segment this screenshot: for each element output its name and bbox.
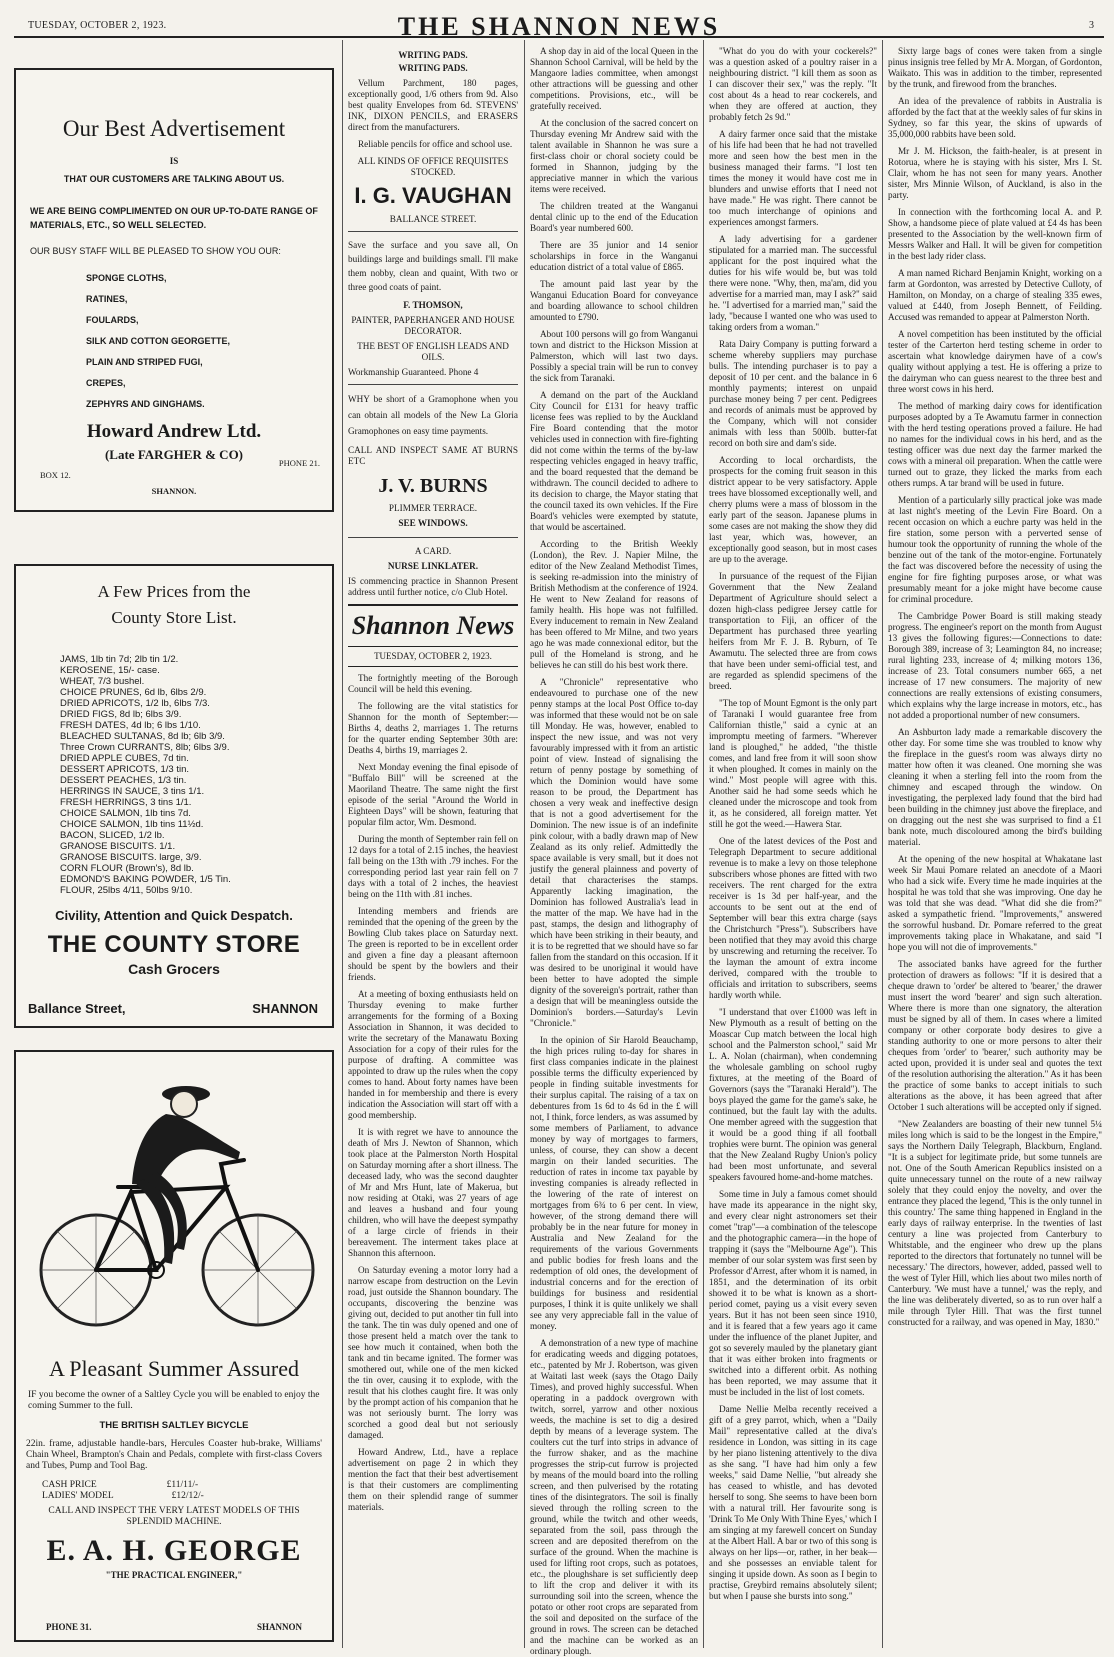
masthead-date: TUESDAY, OCTOBER 2, 1923. — [28, 20, 167, 31]
price-list-item: CHOICE SALMON, 1lb tins 11½d. — [60, 819, 204, 830]
price-list-item: DESSERT APRICOTS, 1/3 tin. — [60, 764, 190, 775]
vaughan-street: BALLANCE STREET. — [389, 214, 477, 224]
article-paragraph: A man named Richard Benjamin Knight, working on a farm at Gordonton, was arrested by Detective Culloty, of Hamilton, on Monday, on a charge of stealing 335 ewes, valued at £440, from Joseph Bennett, of Feilding. Accused was remanded to appear at Palmerston North. — [888, 268, 1102, 322]
ad-george-cash-value: £11/11/- — [166, 1480, 199, 1490]
price-list-item: WHEAT, 7/3 bushel. — [60, 676, 145, 687]
article-paragraph: An Ashburton lady made a remarkable discovery the other day. For some time she was troubled to know why the fireplace in the guest's room was always dirty no matter how often it was cleaned. One morning she was cleaning it when a sterling fell into the room from the chimney and escaped through the window. On investigating, the perplexed lady found that the bird had been building in the chimney just above the fireplace, and on dragging out the nest she was surprised to find a £1 bank note, much discoloured among the bird's building material. — [888, 727, 1102, 847]
article-paragraph: Intending members and friends are reminded that the opening of the green by the Bowling Club takes place on Saturday next. The green is reported to be in excellent order and given a fine day a pleasant afternoon should be spent by the bowlers and their friends. — [348, 906, 518, 982]
masthead-rule — [14, 36, 1104, 38]
column-rule — [882, 40, 883, 1648]
article-paragraph: A novel competition has been instituted by the official tester of the Carterton herd testing scheme in order to ascertain what knowledge dairymen have of a cow's quality without applying a test. He is offering a prize to the dairyman who can guess nearest to the three best and three worst cows in his herd. — [888, 329, 1102, 394]
article-paragraph: An idea of the prevalence of rabbits in Australia is afforded by the fact that at the weekly sales of fur skins in Sydney, so far this year, the skins of upwards of 35,000,000 rabbits have been sold. — [888, 96, 1102, 139]
article-paragraph: In connection with the forthcoming local A. and P. Show, a handsome piece of plate valued at £4 4s has been presented to the Association by the well-known firm of Messrs Walker and Hall. It will be given for competition in the best lady rider class. — [888, 207, 1102, 261]
gramophone-text: WHY be short of a Gramophone when you can obtain all models of the New La Gloria Gramophones on easy time payments. — [348, 394, 518, 436]
ad-howard-town: SHANNON. — [151, 486, 197, 496]
article-paragraph: A dairy farmer once said that the mistake of his life had been that he had not travelled more and seen how the best men in the business managed their farms. "I lost ten times the money it would have cost me in blunders and unwise efforts that I need not have made." He was right. There cannot be too much interchange of opinions and experiences amongst farmers. — [709, 129, 877, 227]
ad-howard-phone: PHONE 21. — [278, 458, 320, 468]
article-paragraph: "The top of Mount Egmont is the only part of Taranaki I would guarantee free from Californian thistle," said a cynic at an impromptu meeting of farmers. "Wherever land is ploughed," he added, "the thistle comes, and land free from it will soon show it when ploughed. It comes in mainly on the wind." Most people will agree with this. Another said he had some seeds which he cleaned under the microscope and took from it, as he considered, all foreign matter. Yet still he got the weed.—Hawera Star. — [709, 698, 877, 829]
masthead-page-number: 3 — [1089, 20, 1094, 31]
ad-howard-item: FOULARDS, — [86, 315, 139, 325]
article-paragraph: At the conclusion of the sacred concert on Thursday evening Mr Andrew said with the talent available in Shannon he was sure a first-class choir or choral society could be formed in Shannon, judging by the appreciative manner in which the various items were received. — [530, 118, 698, 194]
ad-county-town: SHANNON — [252, 1001, 318, 1016]
article-paragraph: Dame Nellie Melba recently received a gift of a grey parrot, which, when a "Daily Mail" representative called at the diva's residence in London, was sitting in its cage by her piano listening attentively to the diva as she sang. "I have had him only a few weeks," said Dame Nellie, "but already she has ceased to whistle, and has devoted herself to song. She seems to have been born with a natural trill. Her favourite song is 'Drink To Me Only With Thine Eyes,' which I am singing at my farewell concert on Sunday at the Albert Hall. A bar or two of this song is always on her lips—or, rather, in her beak—and she possesses an enviable talent for singing it upside down. As soon as I begin to practise, Greybird remains absolutely silent; but when I pause she bursts into song." — [709, 1404, 877, 1601]
article-paragraph: A demonstration of a new type of machine for eradicating weeds and digging potatoes, etc., patented by Mr J. Robertson, was given at Waitati last week (says the Otago Daily Times), and proved highly successful. When operating in a paddock overgrown with twitch, sorrel, yarrow and other noxious weeds, the machine is set to dig a desired depth by means of a leverage system. The coulters cut the turf into strips in advance of the furrow shaker, and as the machine progresses the strip-cut furrow is projected by means of the mould board into the rolling screen, and then pulverised by the rotating tines of the disintegrators. The soil is finally sieved through the rolling screen to the ground, while the twitch and other weeds, separated from the soil, pass through the screen and are deposited therefrom on the surface of the ground. When the machine is used for lifting root crops, such as potatoes, etc., the ploughshare is set sufficiently deep to lift the crop and deliver it with its surrounding soil into the screen, whence the potato or other root crops are separated from the soil and deposited on the surface of the ground in rows. The screen can be detached and the machine can be worked as an ordinary plough. — [530, 1338, 698, 1656]
ad-howard-item: PLAIN AND STRIPED FUGI, — [86, 357, 203, 367]
column-rule — [342, 40, 343, 1648]
article-paragraph: The children treated at the Wanganui dental clinic up to the end of the Education Board's year numbered 600. — [530, 201, 698, 233]
masthead-title: THE SHANNON NEWS — [397, 12, 721, 41]
article-paragraph: In pursuance of the request of the Fijian Government that the New Zealand Department of Agriculture should select a dozen high-class pedigree Jersey cattle for transportation to Fiji, an officer of the Department has purchased three yearling heifers from Mr F. J. B. Ryburn, of Te Awamutu. The selected three are from cows that have been under semi-official test, and are regarded as splendid specimens of the breed. — [709, 571, 877, 691]
ad-howard-late: (Late FARGHER & CO) — [104, 447, 244, 462]
banner-date: TUESDAY, OCTOBER 2, 1923. — [374, 651, 492, 661]
ad-george-cash-label: CASH PRICE — [42, 1480, 97, 1490]
column-rule — [524, 40, 525, 1648]
column-2 — [348, 46, 518, 1646]
column-5 — [888, 46, 1102, 1646]
ad-george-tagline: "THE PRACTICAL ENGINEER," — [105, 1570, 243, 1580]
price-list-item: GRANOSE BISCUITS. large, 3/9. — [60, 852, 202, 863]
burns-windows: SEE WINDOWS. — [398, 518, 468, 528]
article-paragraph: Mention of a particularly silly practical joke was made at last night's meeting of the Levin Fire Board. On a recent occasion on which a euchre party was held in the fire station, some person with a perverted sense of humour took the opportunity of running the whole of the benzine out of the tank of the motor-engine. Fortunately the fact was discovered before the necessity of using the engine for fire fighting purposes arose, or what was presumably meant for a joke might have become cause for criminal procedure. — [888, 495, 1102, 604]
cyclist-illustration — [16, 1052, 332, 1352]
article-paragraph: "I understand that over £1000 was left in New Plymouth as a result of betting on the Moascar Cup match between the local high school and the Palmerston school," said Mr L. A. Nolan (chairman), when condemning the wholesale gambling on school rugby fixtures, at the meeting of the Board of Governors (says the "Taranaki Herald"). The boys played the game for the game's sake, he continued, but the fault lay with the adults. One member agreed with the suggestion that it would be a good thing if all football trophies were burnt. The opinion was general that the New Zealand Rugby Union's policy had been most unfortunate, and several speakers favoured home-and-home matches. — [709, 1007, 877, 1182]
ad-george-firm: E. A. H. GEORGE — [46, 1534, 302, 1567]
ad-howard-item: SPONGE CLOTHS, — [86, 273, 167, 283]
column-rule — [703, 40, 704, 1648]
ad-george-intro: IF you become the owner of a Saltley Cycle you will be enabled to enjoy the coming Summer to the full. — [28, 1390, 320, 1411]
ad-howard-item: CREPES, — [86, 378, 126, 388]
ad-howard-item: ZEPHYRS AND GINGHAMS. — [86, 399, 205, 409]
column-3 — [530, 46, 698, 1656]
ad-county-price-list — [16, 654, 332, 896]
article-paragraph: There are 35 junior and 14 senior scholarships in force in the Wanganui education district of a total value of £865. — [530, 240, 698, 272]
ad-george-spec: 22in. frame, adjustable handle-bars, Hercules Coaster hub-brake, Williams' Chain Wheel, Brampton's Chain and Pedals, complete with first-class Covers and Tubes, Pump and Tool Bag. — [26, 1439, 322, 1471]
article-paragraph: During the month of September rain fell on 12 days for a total of 2.15 inches, the heaviest fall being on the 13th with .79 inches. For the corresponding period last year rain fell on 7 days with a total of 2 inches, the heaviest being on the 11th with .81 inches. — [348, 834, 518, 899]
column-4 — [709, 46, 877, 1646]
writing-pads-heading: WRITING PADS. — [398, 50, 468, 60]
ad-george-ladies-value: £12/12/- — [171, 1491, 204, 1501]
ad-howard-box: BOX 12. — [40, 470, 71, 480]
article-paragraph: According to the British Weekly (London), the Rev. J. Napier Milne, the editor of the New Zealand Methodist Times, is seeking re-admission into the ministry of British Methodism at the conference of 1924. He went to New Zealand for reasons of family health. His hope was not fulfilled. Every inducement to remain in New Zealand has been offered to Mr Milne, and two years ago he was made connexional editor, but the pull of the Homeland is strong, and he believes he can still do his best work there. — [530, 539, 698, 670]
thomson-name: F. THOMSON, — [403, 300, 463, 310]
pencils-text: Reliable pencils for office and school use. — [358, 139, 513, 149]
ad-howard-heading: Our Best Advertisement — [62, 116, 286, 141]
ad-howard-line-3: OUR BUSY STAFF WILL BE PLEASED TO SHOW YOU OUR: — [30, 246, 281, 256]
ad-county-slogan: Civility, Attention and Quick Despatch. — [55, 908, 293, 923]
ad-george-brand: THE BRITISH SALTLEY BICYCLE — [99, 1420, 249, 1431]
burns-call-text: CALL AND INSPECT SAME AT BURNS ETC — [348, 445, 518, 466]
thomson-verse: Save the surface and you save all, On buildings large and buildings small. I'll make them nobby, clean and quaint, With two or three good coats of paint. — [348, 240, 518, 292]
article-paragraph: A shop day in aid of the local Queen in the Shannon School Carnival, will be held by the Mangaore ladies committee, when amongst other attractions will be guessing and other competitions. Provisions, etc., will be gratefully received. — [530, 46, 698, 111]
article-paragraph: The amount paid last year by the Wanganui Education Board for conveyance and boarding allowance to school children amounted to £790. — [530, 279, 698, 322]
article-paragraph: The method of marking dairy cows for identification purposes adopted by a Te Awamutu farmer in connection with the herd testing operations proved a failure. He had no names for the individual cows in his herd, and as the testing officer was due next day the farmer marked the cows with a mineral oil preparation. When the cattle were turned out to graze, they licked the marks from each others rumps. A tar brand will be used in future. — [888, 401, 1102, 488]
vaughan-name: I. G. VAUGHAN — [354, 183, 512, 208]
price-list-item: Three Crown CURRANTS, 8lb; 6lbs 3/9. — [60, 742, 230, 753]
price-list-item: CHOICE PRUNES, 6d lb, 6lbs 2/9. — [60, 687, 207, 698]
ad-howard-item: RATINES, — [86, 294, 128, 304]
article-paragraph: Mr J. M. Hickson, the faith-healer, is at present in Rotorua, where he is staying with his sister, Mrs I. St. Clair, whom he has not seen for many years. Another sister, Mrs Minnie Wilson, of Auckland, is also in the party. — [888, 146, 1102, 200]
article-paragraph: In the opinion of Sir Harold Beauchamp, the high prices ruling to-day for shares in first class companies indicate in the plainest possible terms the difficulty experienced by people in finding suitable investments for their surplus capital. The raising of a tax on debentures from 1s 6d to 4s 6d in the £ will not, I think, force lenders, as was assumed by some members of Parliament, to advance money by way of mortgages to farmers, unless, of course, they can show a decent margin on their landed securities. The reduction of rates in income tax payable by investing companies is already reflected in the lowering of the rate of interest on mortgages from 6¾ to 6 per cent. In view, however, of the strong demand there will probably be in the near future for money in Australia and New Zealand for the requirements of the various Governments and public bodies for fresh loans and the redemption of old ones, the development of industrial concerns and for the erection of buildings for business and residential purposes, I think it is quite unlikely we shall see any very appreciable fall in the value of money. — [530, 1035, 698, 1331]
ad-george-town: SHANNON — [256, 1622, 302, 1632]
nurse-name: NURSE LINKLATER. — [387, 561, 479, 571]
ad-howard-firm: Howard Andrew Ltd. — [86, 421, 262, 442]
thomson-trade: PAINTER, PAPERHANGER AND HOUSE DECORATOR. — [351, 315, 515, 336]
price-list-item: KEROSENE, 15/- case. — [60, 665, 160, 676]
ad-howard-item-list — [86, 268, 332, 415]
ad-howard-line-1: THAT OUR CUSTOMERS ARE TALKING ABOUT US. — [63, 174, 285, 184]
price-list-item: JAMS, 1lb tin 7d; 2lb tin 1/2. — [60, 654, 179, 665]
article-paragraph: The fortnightly meeting of the Borough Council will be held this evening. — [348, 673, 518, 694]
price-list-item: FLOUR, 25lbs 4/11, 50lbs 9/10. — [60, 885, 193, 896]
ad-george-heading: A Pleasant Summer Assured — [49, 1356, 299, 1381]
price-list-item: CHOICE SALMON, 1lb tins 7d. — [60, 808, 191, 819]
article-paragraph: On Saturday evening a motor lorry had a narrow escape from destruction on the Levin road, just outside the Shannon boundary. The occupants, discovering the benzine was giving out, decided to put another tin full into the tank. The tin was duly opened and one of those present held a match over the tank to see how much it contained, when both the tank and tin became ignited. The former was smothered out, while one of the men kicked the tin over, causing it to explode, with the result that his clothes caught fire. It was only by the prompt action of his companion that he was not seriously burnt. The lorry was scorched a good deal but not seriously damaged. — [348, 1265, 518, 1440]
office-requisites-text: ALL KINDS OF OFFICE REQUISITES STOCKED. — [357, 156, 509, 177]
article-paragraph: Rata Dairy Company is putting forward a scheme whereby suppliers may purchase bulls. The intending purchaser is to pay a deposit of 10 per cent. and the balance in 6 monthly payments; interest on unpaid purchase money being 7 per cent. Pedigrees and records of animals must be approved by the Company, which will not consider animals with less than 500lb. butter-fat record on both sire and dam's side. — [709, 339, 877, 448]
article-paragraph: At a meeting of boxing enthusiasts held on Thursday evening to make further arrangements for the forming of a Boxing Association in Shannon, it was decided to write the secretary of the Manawatu Boxing Association for a copy of their rules for the purpose of drafting. A committee was appointed to draw up the rules when the copy comes to hand. About forty names have been handed in for membership and there is every indication the Association will start off with a good membership. — [348, 989, 518, 1120]
column-3-articles — [530, 46, 698, 1657]
price-list-item: GRANOSE BISCUITS. 1/1. — [60, 841, 176, 852]
column-4-articles — [709, 46, 877, 1602]
vellum-text: Vellum Parchment, 180 pages, exceptionally good, 1/6 others from 9d. Also best quality Envelopes from 6d. STEVENS' INK, DIXON PENCILS, and ERASERS direct from the manufacturers. — [348, 78, 518, 132]
burns-name: J. V. BURNS — [378, 475, 488, 497]
ad-county-heading-2: County Store List. — [111, 608, 237, 627]
article-paragraph: Next Monday evening the final episode of "Buffalo Bill" will be screened at the Maoriland Theatre. The same night the first episode of the serial "Around the World in Eighteen Days" will be shown, featuring that popular film actor, Wm. Desmond. — [348, 762, 518, 827]
ad-howard-item: SILK AND COTTON GEORGETTE, — [86, 336, 231, 346]
article-paragraph: "New Zealanders are boasting of their new tunnel 5¼ miles long which is said to be the longest in the Empire," says the Northern Daily Telegraph, Blackburn, England. "It is a subject for legitimate pride, but some tunnels are not. One of the South American Republics insisted on a quite unnecessary tunnel on the route of a new railway solely that they could enjoy the novelty, and over the entrance they placed the legend, 'This is the only tunnel in this country.' The same thing happened in England in the early days of railway enterprise. In the twenties of last century a line was projected from Canterbury to Whitstable, and the engineer who drew up the plans reported to the directors that fortunately no tunnel will be necessary.' The directors, however, added, passed well to the west of Tyler Hill, which lies about two miles north of Canterbury. 'We must have a tunnel,' was the reply, and the line was deliberately diverted, so as to run over half a mile through Tyler Hill. That was the first tunnel constructed for a railway, and was opened in May, 1830." — [888, 1119, 1102, 1327]
article-paragraph: The following are the vital statistics for Shannon for the month of September:—Births 4, deaths 2, marriages 1. The returns for the quarter ending September 30th are: Deaths 4, births 19, marriages 2. — [348, 701, 518, 755]
price-list-item: EDMOND'S BAKING POWDER, 1/5 Tin. — [60, 874, 231, 885]
article-paragraph: The Cambridge Power Board is still making steady progress. The engineer's report on the month from August 13 gives the following figures:—Connections to date: Borough 389, increase of 3; Leamington 84, no increase; rural lighting 233, increase of 4; milking motors 136, increase of 23. Total consumers number 665, a net increase of 17 new consumers. The majority of new connections are really extensions of existing consumers, which explains why the large increase in motors, etc., has not added a proportional number of new consumers. — [888, 611, 1102, 720]
price-list-item: FRESH HERRINGS, 3 tins 1/1. — [60, 797, 192, 808]
ad-howard-andrew — [14, 68, 334, 512]
price-list-item: DRIED APRICOTS, 1/2 lb, 6lbs 7/3. — [60, 698, 210, 709]
nurse-text: IS commencing practice in Shannon Present address until further notice, c/o Club Hotel. — [348, 576, 518, 597]
ad-howard-is: IS — [169, 156, 179, 166]
ad-george-ladies-label: LADIES' MODEL — [42, 1491, 114, 1501]
price-list-item: FRESH DATES, 4d lb; 6 lbs 1/10. — [60, 720, 201, 731]
price-list-item: DRIED APPLE CUBES, 7d tin. — [60, 753, 189, 764]
ad-george-phone: PHONE 31. — [46, 1622, 92, 1632]
burns-street: PLIMMER TERRACE. — [388, 503, 478, 513]
article-paragraph: A demand on the part of the Auckland City Council for £131 for heavy traffic license fees was replied to by the Auckland Fire Board contending that the motor vehicles used in connection with fire-fighting did not come within the terms of the by-law respecting vehicles engaged in heavy traffic, and the board requested that the demand be withdrawn. The council decided to adhere to its decision to charge, the Mayor stating that the council taxed its own vehicles. If the Fire Board's vehicles were exempted by statute, that would be ascertained. — [530, 390, 698, 532]
ad-eah-george — [14, 1050, 334, 1642]
ad-howard-line-2: WE ARE BEING COMPLIMENTED ON OUR UP-TO-DATE RANGE OF MATERIALS, ETC., SO WELL SELECTED. — [30, 206, 318, 230]
price-list-item: DRIED FIGS, 8d lb; 6lbs 3/9. — [60, 709, 182, 720]
article-paragraph: One of the latest devices of the Post and Telegraph Department to secure additional revenue is to make a levy on those telephone subscribers whose phones are fitted with two receivers. The rent charged for the extra receiver is 1s 3d per half-year, and the accounts to be sent out at the end of September will bear this extra charge (says the Christchurch "Press"). Subscribers have been notified that they may avoid this charge by unscrewing and returning the receiver. To the layman the amount of extra income derived, compared with the trouble to officials and irritation to subscribers, seems hardly worth while. — [709, 836, 877, 1000]
article-paragraph: About 100 persons will go from Wanganui town and district to the Hickson Mission at Palmerston, which will last two days. Possibly a special train will be run to convey the sick from Taranaki. — [530, 329, 698, 383]
ad-county-store-name: THE COUNTY STORE — [47, 931, 301, 958]
price-list-item: BLEACHED SULTANAS, 8d lb; 6lb 3/9. — [60, 731, 225, 742]
ad-george-call: CALL AND INSPECT THE VERY LATEST MODELS OF THIS SPLENDID MACHINE. — [48, 1506, 300, 1527]
article-paragraph: According to local orchardists, the prospects for the coming fruit season in this district appear to be very satisfactory. Apple trees have blossomed exceptionally well, and cherry plums were a mass of blossom in the early part of the season. Japanese plums in some cases are not making the show they did last year, which was, however, an exceptionally good season, but in most cases are up to the average. — [709, 455, 877, 564]
writing-pads-heading: WRITING PADS. — [398, 63, 468, 73]
article-paragraph: It is with regret we have to announce the death of Mrs J. Newton of Shannon, which took place at the Palmerston North Hospital on Saturday morning after a short illness. The deceased lady, who was the second daughter of Mr and Mrs Hunt, late of Makerua, but now residing at Otaki, was 27 years of age and leaves a husband and four young children, who will have the deepest sympathy of a large circle of friends in their bereavement. The interment takes place at Shannon this afternoon. — [348, 1127, 518, 1258]
ad-county-grocers: Cash Grocers — [128, 961, 220, 977]
price-list-item: BACON, SLICED, 1/2 lb. — [60, 830, 165, 841]
article-paragraph: Howard Andrew, Ltd., have a replace advertisement on page 2 in which they mention the fact that their best advertisement is that their customers are complimenting them on their splendid range of summer materials. — [348, 1447, 518, 1512]
article-paragraph: The associated banks have agreed for the further protection of drawers as follows: "If it is desired that a cheque drawn to 'order' be altered to 'bearer,' the drawer must insert the word 'bearer' and sign such alteration. Where there is more than one signatory, the alteration must be signed by all of them. In cases where a limited company or other corporate body desires to give a standing authority to one or more persons to alter their cheques from 'order' to 'bearer,' such authority may be acted upon, provided it is under seal and quotes the text of the resolution authorising the alteration." As it has been the practice of some banks to accept initials to such alterations as the above, it has been agreed that after October 1 such alterations will be accepted only if signed. — [888, 959, 1102, 1112]
price-list-item: CORN FLOUR (Brown's), 8d lb. — [60, 863, 194, 874]
article-paragraph: A lady advertising for a gardener stipulated for a married man. The successful applicant for the post inquired what the duties for his wife would be, but was told there were none. "Why, then, ma'am, did you advertise for a married man, may I ask?" said he. "I advertised for a married man," said the lady, "because I wanted one who was used to taking orders from a woman." — [709, 234, 877, 332]
article-paragraph: A "Chronicle" representative who endeavoured to purchase one of the new penny stamps at the local Post Office to-day was informed that these would not be on sale till Monday. He was, however, enabled to inspect the new issue, and was not very favourably impressed with it from an artistic point of view. Instead of signalising the return of penny postage by something of which the Dominion would have some reason to be proud, the Department has chosen a very weak and ineffective design that is not a good advertisement for the Dominion. The new issue is of an indefinite pink colour, with a badly drawn map of New Zealand as its only relief. Admittedly the space available is very small, but it does not justify the general plainness and poverty of detail that characterises the stamps. Apparently lacking imagination, the Dominion has followed Australia's lead in the matter of the map. We have had in the past, stamps, the design and lithography of which have been striking in their beauty, and it is to be regretted that we should have so far fallen from the standard on this occasion. If it was desired to be unoriginal it would have been better to have adopted the simple dignity of the sovereign's portrait, rather than a design that will be meaningless outside the Dominion's borders.—Saturday's Levin "Chronicle." — [530, 677, 698, 1028]
price-list-item: HERRINGS IN SAUCE, 3 tins 1/1. — [60, 786, 205, 797]
price-list-item: DESSERT PEACHES, 1/3 tin. — [60, 775, 187, 786]
card-heading: A CARD. — [414, 546, 452, 556]
article-paragraph: "What do you do with your cockerels?" was a question asked of a poultry raiser in a neighbouring district. "I kill them as soon as I can discover their sex," was the reply. "It cost about 4s a head to rear cockerels, and when they are offered at auction, they probably fetch 2s 9d." — [709, 46, 877, 122]
column-2-articles — [348, 673, 518, 1513]
masthead — [14, 6, 1104, 48]
article-paragraph: Sixty large bags of cones were taken from a single pinus insignis tree felled by Mr A. Morgan, of Gordonton, Waikato. This was in addition to the timber, represented by the trunk, and firewood from the branches. — [888, 46, 1102, 89]
thomson-workmanship: Workmanship Guaranteed. Phone 4 — [348, 367, 479, 377]
shannon-news-banner: Shannon News — [351, 611, 515, 640]
ad-county-street: Ballance Street, — [28, 1001, 126, 1016]
ad-county-heading-1: A Few Prices from the — [97, 582, 251, 601]
article-paragraph: At the opening of the new hospital at Whakatane last week Sir Maui Pomare related an anecdote of a Maori who had a sick wife. Every time he made inquiries at the hospital he was told that she was improving. One day he was told that she was dead. "What did she die from?" asked a sympathetic friend. "Improvements," answered the sorrowful husband. Dr. Pomare referred to the great improvements taking place in Whakatane, and said "I hope you will not die of improvements." — [888, 854, 1102, 952]
article-paragraph: Some time in July a famous comet should have made its appearance in the night sky, and every clear night astronomers set their comet "trap"—a combination of the telescope and the photographic camera—in the hope of trapping it (says the "Melbourne Age"). This member of our solar system was first seen by Professor d'Arrest, after whom it is named, in 1851, and the determination of its orbit showed it to be what is known as a short-period comet, paying us a visit every seven years. But it has not been seen since 1910, and it is feared that a few years ago it came under the influence of the planet Jupiter, and got so severely mauled by the planetary giant that it was either broken into fragments or switched into a different orbit. As nothing has been reported, we may assume that it must be included in the list of lost comets. — [709, 1189, 877, 1397]
ad-county-store — [14, 564, 334, 1028]
column-5-articles — [888, 46, 1102, 1328]
thomson-leads: THE BEST OF ENGLISH LEADS AND OILS. — [357, 341, 509, 362]
